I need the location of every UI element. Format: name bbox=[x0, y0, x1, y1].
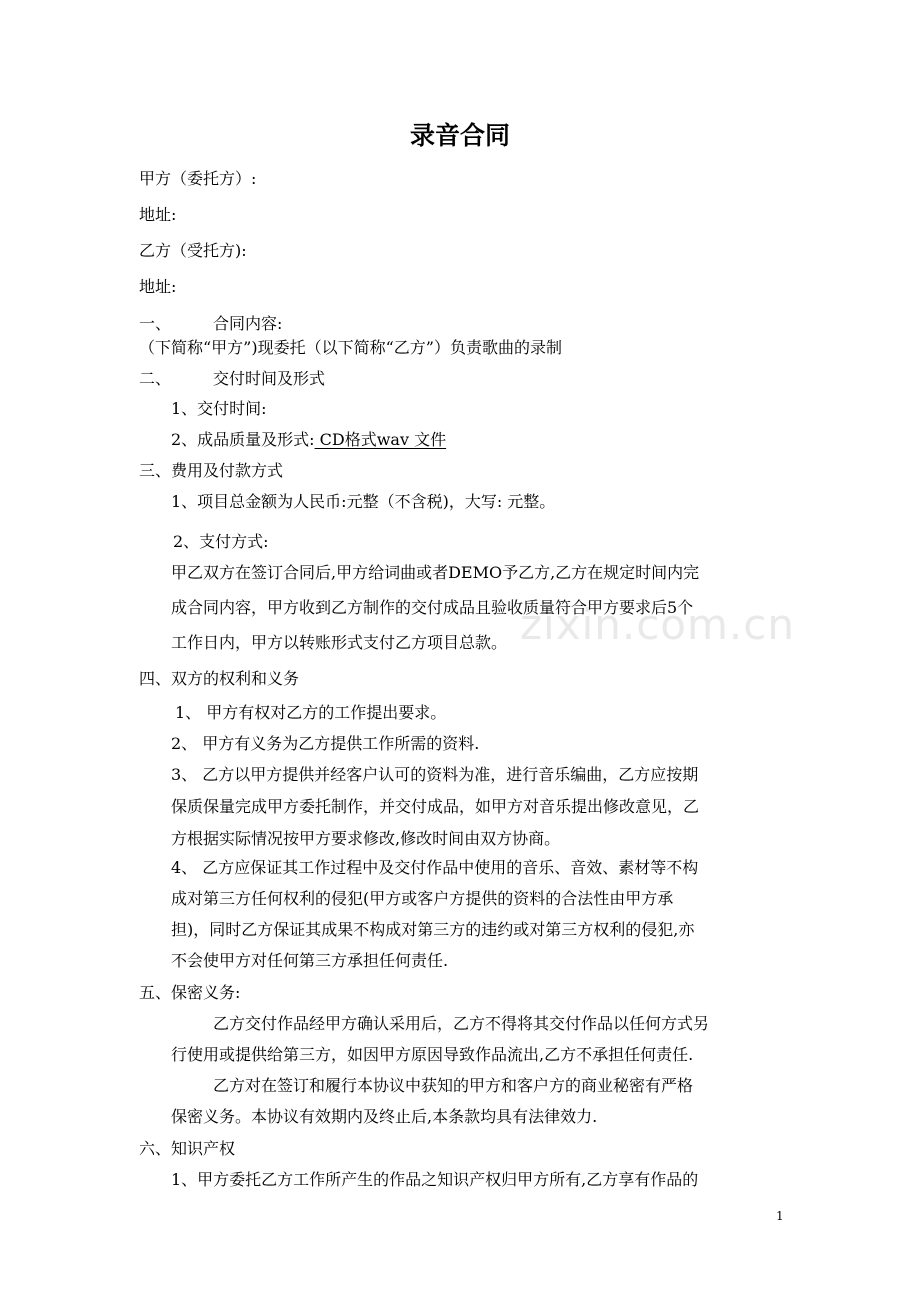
section-4-item-4-line-1: 4、 乙方应保证其工作过程中及交付作品中使用的音乐、音效、素材等不构 bbox=[171, 858, 699, 877]
section-4-item-3-line-2: 保质保量完成甲方委托制作，并交付成品，如甲方对音乐提出修改意见，乙 bbox=[171, 797, 700, 816]
section-2-number: 二、 bbox=[139, 369, 172, 388]
section-3-item-1: 1、项目总金额为人民币:元整（不含税)，大写: 元整。 bbox=[171, 492, 556, 511]
section-1-text: （下简称“甲方”)现委托（以下简称“乙方”）负责歌曲的录制 bbox=[139, 338, 562, 357]
section-1-number: 一、 bbox=[139, 314, 172, 333]
party-a-address: 地址: bbox=[139, 205, 177, 224]
document-title: 录音合同 bbox=[409, 121, 510, 150]
section-4-item-1: 1、 甲方有权对乙方的工作提出要求。 bbox=[175, 703, 447, 722]
section-5-heading: 五、保密义务: bbox=[139, 983, 241, 1002]
section-5-para-1-line-1: 乙方交付作品经甲方确认采用后，乙方不得将其交付作品以任何方式另 bbox=[213, 1014, 710, 1033]
section-4-item-3-line-3: 方根据实际情况按甲方要求修改,修改时间由双方协商。 bbox=[171, 829, 561, 848]
section-4-item-4-line-2: 成对第三方任何权利的侵犯(甲方或客户方提供的资料的合法性由甲方承 bbox=[171, 889, 674, 908]
section-3-heading: 三、费用及付款方式 bbox=[139, 461, 284, 480]
payment-text-line-1: 甲乙双方在签订合同后,甲方给词曲或者DEMO予乙方,乙方在规定时间内完 bbox=[171, 563, 700, 582]
watermark: zixin.com.cn bbox=[520, 600, 795, 649]
section-2-heading bbox=[139, 369, 325, 389]
party-b-address: 地址: bbox=[139, 277, 177, 296]
section-2-title: 交付时间及形式 bbox=[213, 369, 326, 388]
section-4-item-2: 2、 甲方有义务为乙方提供工作所需的资料. bbox=[171, 734, 480, 753]
section-4-item-4-line-3: 担)，同时乙方保证其成果不构成对第三方的违约或对第三方权利的侵犯,亦 bbox=[171, 920, 695, 939]
section-5-para-2-line-2: 保密义务。本协议有效期内及终止后,本条款均具有法律效力. bbox=[171, 1107, 598, 1126]
quality-format-label: 2、成品质量及形式: bbox=[171, 430, 315, 449]
quality-format-value: CD格式wav 文件 bbox=[314, 430, 447, 449]
page-number: 1 bbox=[776, 1209, 784, 1223]
section-4-item-3-line-1: 3、 乙方以甲方提供并经客户认可的资料为准，进行音乐编曲，乙方应按期 bbox=[171, 765, 699, 784]
section-6-heading: 六、知识产权 bbox=[139, 1139, 236, 1158]
party-a-label: 甲方（委托方）: bbox=[139, 169, 257, 188]
section-6-item-1: 1、甲方委托乙方工作所产生的作品之知识产权归甲方所有,乙方享有作品的 bbox=[171, 1170, 699, 1189]
section-2-item-1: 1、交付时间: bbox=[171, 399, 267, 418]
section-1-title: 合同内容: bbox=[213, 314, 283, 333]
party-b-label: 乙方（受托方): bbox=[139, 241, 247, 260]
section-1-heading bbox=[139, 314, 282, 334]
section-5-para-2-line-1: 乙方对在签订和履行本协议中获知的甲方和客户方的商业秘密有严格 bbox=[213, 1076, 694, 1095]
payment-text-line-3: 工作日内，甲方以转账形式支付乙方项目总款。 bbox=[171, 633, 508, 652]
section-2-item-2 bbox=[171, 430, 446, 450]
section-5-para-1-line-2: 行使用或提供给第三方，如因甲方原因导致作品流出,乙方不承担任何责任. bbox=[171, 1045, 694, 1064]
section-4-heading: 四、双方的权利和义务 bbox=[139, 669, 300, 688]
section-4-item-4-line-4: 不会使甲方对任何第三方承担任何责任. bbox=[171, 951, 449, 970]
payment-text-line-2: 成合同内容，甲方收到乙方制作的交付成品且验收质量符合甲方要求后5个 bbox=[171, 598, 694, 617]
section-3-item-2: 2、支付方式: bbox=[173, 532, 269, 551]
